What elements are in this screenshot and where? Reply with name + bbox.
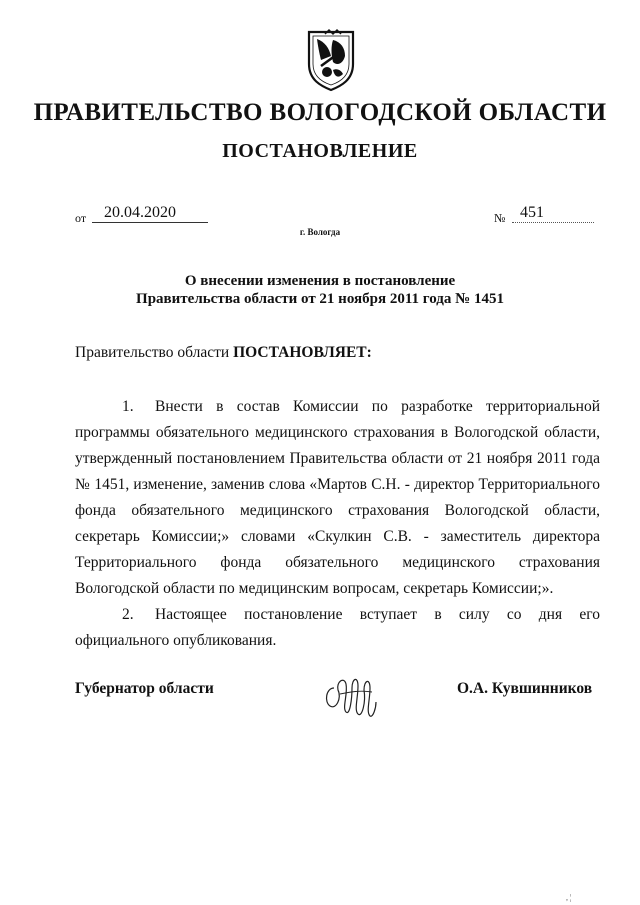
document-date: 20.04.2020 (92, 204, 208, 223)
preamble-text: Правительство области (75, 344, 234, 361)
date-label: от (75, 211, 87, 225)
clause (75, 394, 600, 602)
signatory-position: Губернатор области (75, 680, 214, 697)
coat-of-arms-icon (303, 26, 359, 92)
signatory-name: О.А. Кувшинников (457, 680, 593, 697)
clause-number: 2. (122, 606, 134, 623)
document-type: ПОСТАНОВЛЕНИЕ (222, 140, 418, 162)
city-label: г. Вологда (299, 227, 341, 237)
handwritten-signature (320, 668, 380, 720)
number-label: № (494, 211, 506, 225)
subject-line-2: Правительства области от 21 ноября 2011 года № 1451 (136, 291, 504, 307)
clause-text: Внести в состав Комиссии по разработке территориальной программы обязательного медицинского страхования в Вологодской области, утвержденный постановлением Правительства области от 21 ноября 2011 года № 1451, изменение, заменив слова «Мартов С.Н. - директор Территориального фонда обязательного медицинского страхования Вологодской области, секретарь Комиссии;» словами «Скулкин С.В. - заместитель директора Территориального фонда обязательного медицинского страхования Вологодской области по медицинским вопросам, секретарь Комиссии;». (75, 398, 600, 597)
government-title: ПРАВИТЕЛЬСТВО ВОЛОГОДСКОЙ ОБЛАСТИ (33, 99, 607, 126)
clause-number: 1. (122, 398, 134, 415)
clause (75, 602, 600, 654)
preamble-keyword: ПОСТАНОВЛЯЕТ: (233, 344, 372, 361)
clause-text: Настоящее постановление вступает в силу со дня его официального опубликования. (75, 606, 600, 649)
subject-line-1: О внесении изменения в постановление (184, 273, 456, 289)
corner-marks: , ¦ (566, 893, 572, 902)
document-body (75, 394, 600, 654)
preamble (75, 344, 372, 362)
document-number: 451 (512, 204, 594, 223)
